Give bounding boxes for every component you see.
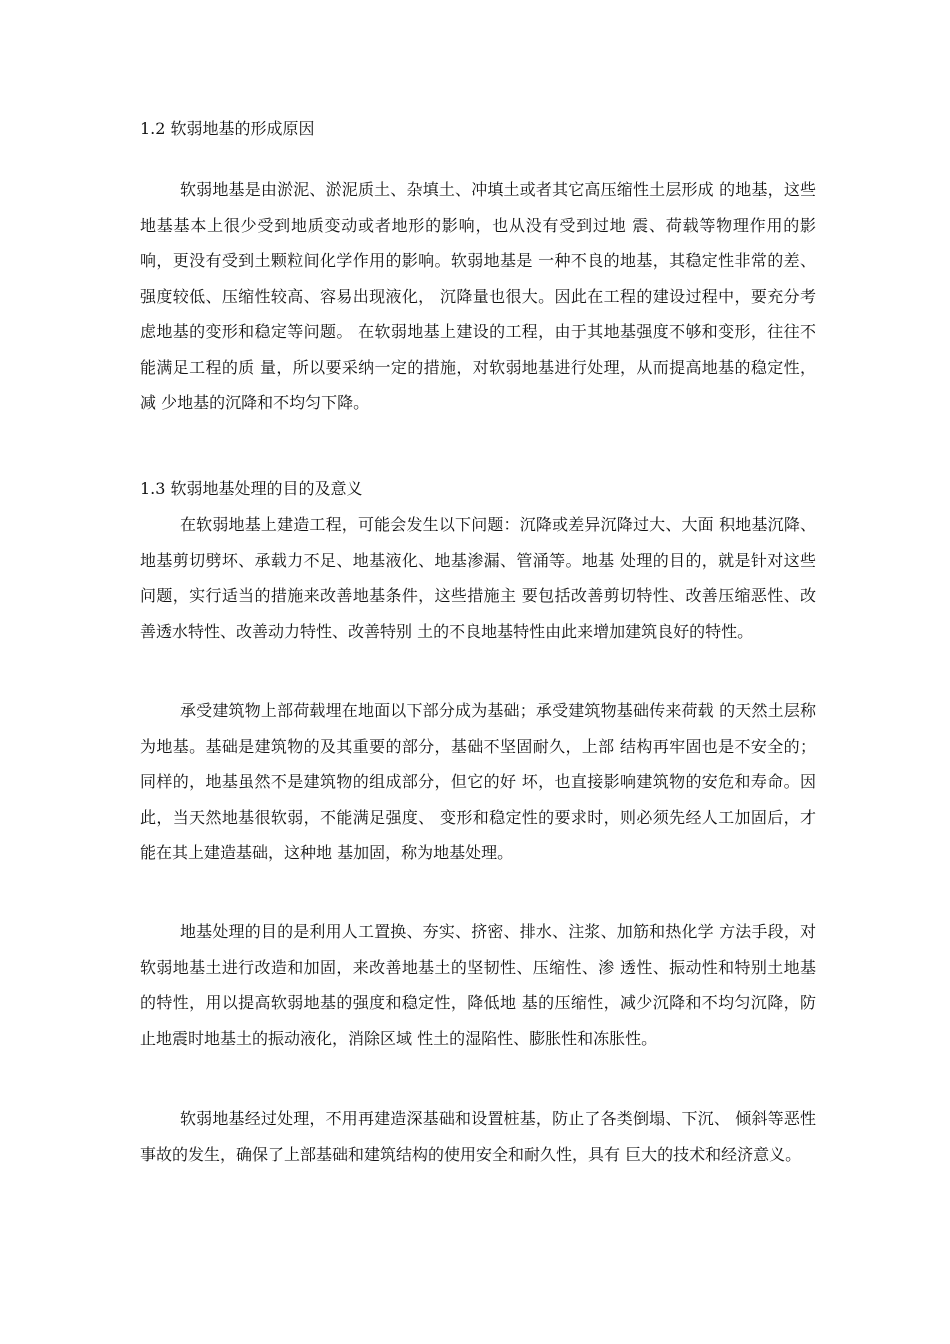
paragraph-foundation-definition: 承受建筑物上部荷载埋在地面以下部分成为基础；承受建筑物基础传来荷载 的天然土层称为地基。基础是建筑物的及其重要的部分，基础不坚固耐久，上部 结构再牢固也是不安全的；同样的，地基虽然不是建筑物的组成部分，但它的好 坏，也直接影响建筑物的安危和寿命。因此，当天然地基很软弱，不能满足强度、 变形和稳定性的要求时，则必须先经人工加固后，才能在其上建造基础，这种地 基加固，称为地基处理。 [140, 701, 816, 862]
paragraph-treatment-purpose: 在软弱地基上建造工程，可能会发生以下问题：沉降或差异沉降过大、大面 积地基沉降、地基剪切劈坏、承载力不足、地基液化、地基渗漏、管涌等。地基 处理的目的，就是针对这些问题，实行适当的措施来改善地基条件，这些措施主 要包括改善剪切特性、改善压缩恶性、改善透水特性、改善动力特性、改善特别 土的不良地基特性由此来增加建筑良好的特性。 [140, 515, 816, 641]
paragraph-treatment-significance: 软弱地基经过处理，不用再建造深基础和设置桩基，防止了各类倒塌、下沉、 倾斜等恶性事故的发生，确保了上部基础和建筑结构的使用安全和耐久性，具有 巨大的技术和经济意义。 [140, 1109, 816, 1164]
paragraph-treatment-methods: 地基处理的目的是利用人工置换、夯实、挤密、排水、注浆、加筋和热化学 方法手段，对软弱地基土进行改造和加固，来改善地基土的坚韧性、压缩性、渗 透性、振动性和特别土地基的特性，用以提高软弱地基的强度和稳定性，降低地 基的压缩性，减少沉降和不均匀沉降，防止地震时地基土的振动液化，消除区域 性土的湿陷性、膨胀性和冻胀性。 [140, 922, 816, 1048]
paragraph-formation-causes: 软弱地基是由淤泥、淤泥质土、杂填土、冲填土或者其它高压缩性土层形成 的地基，这些地基基本上很少受到地质变动或者地形的影响，也从没有受到过地 震、荷载等物理作用的影响，更没有受到土颗粒间化学作用的影响。软弱地基是 一种不良的地基，其稳定性非常的差、强度较低、压缩性较高、容易出现液化， 沉降量也很大。因此在工程的建设过程中，要充分考虑地基的变形和稳定等问题。 在软弱地基上建设的工程，由于其地基强度不够和变形，往往不能满足工程的质 量，所以要采纳一定的措施，对软弱地基进行处理，从而提高地基的稳定性，减 少地基的沉降和不均匀下降。 [140, 180, 816, 412]
section-heading-1-3: 1.3 软弱地基处理的目的及意义 [140, 479, 363, 498]
section-heading-1-2: 1.2 软弱地基的形成原因 [140, 119, 315, 138]
